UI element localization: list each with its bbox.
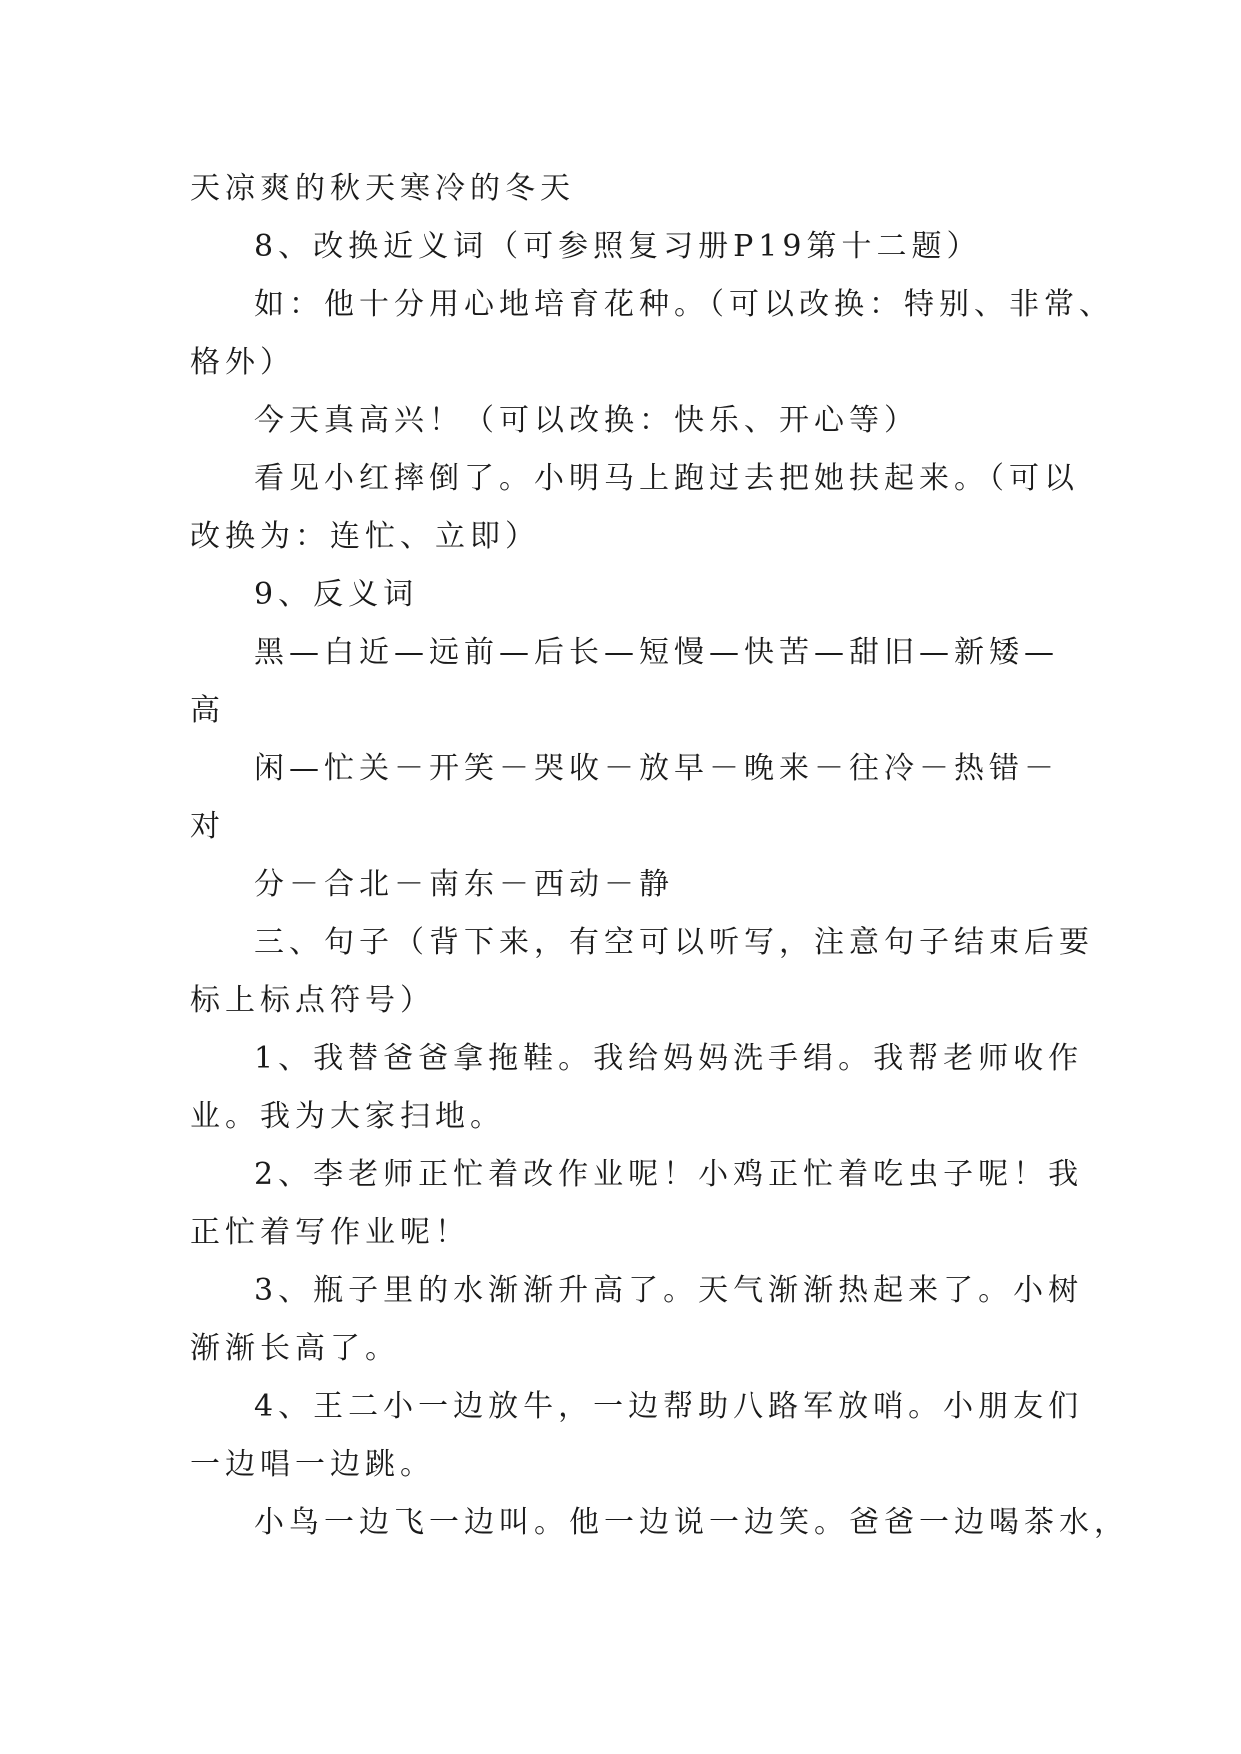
text-line-13: 分－合北－南东－西动－静: [254, 867, 674, 902]
text-line-18: 2、李老师正忙着改作业呢！小鸡正忙着吃虫子呢！我: [254, 1157, 1084, 1192]
text-line-20: 3、瓶子里的水渐渐升高了。天气渐渐热起来了。小树: [254, 1273, 1084, 1308]
text-line-24: 小鸟一边飞一边叫。他一边说一边笑。爸爸一边喝茶水，: [254, 1505, 1129, 1540]
text-line-2: 8、改换近义词（可参照复习册P19第十二题）: [254, 229, 982, 264]
text-line-6: 看见小红摔倒了。小明马上跑过去把她扶起来。（可以: [254, 461, 1079, 496]
text-line-12: 对: [190, 809, 225, 844]
text-line-15: 标上标点符号）: [190, 983, 435, 1018]
text-line-19: 正忙着写作业呢！: [190, 1215, 470, 1250]
text-line-22: 4、王二小一边放牛，一边帮助八路军放哨。小朋友们: [254, 1389, 1084, 1424]
text-line-17: 业。我为大家扫地。: [190, 1099, 505, 1134]
text-line-7: 改换为：连忙、立即）: [190, 519, 540, 554]
text-line-16: 1、我替爸爸拿拖鞋。我给妈妈洗手绢。我帮老师收作: [254, 1041, 1084, 1076]
text-line-5: 今天真高兴！（可以改换：快乐、开心等）: [254, 403, 919, 438]
text-line-1: 天凉爽的秋天寒冷的冬天: [190, 171, 575, 206]
text-line-4: 格外）: [190, 345, 295, 380]
text-line-3: 如：他十分用心地培育花种。（可以改换：特别、非常、: [254, 287, 1114, 322]
text-line-9: 黑—白近—远前—后长—短慢—快苦—甜旧—新矮—: [254, 635, 1059, 670]
text-line-21: 渐渐长高了。: [190, 1331, 400, 1366]
text-line-10: 高: [190, 693, 225, 728]
text-line-23: 一边唱一边跳。: [190, 1447, 435, 1482]
text-line-8: 9、反义词: [254, 577, 419, 612]
text-line-14: 三、句子（背下来，有空可以听写，注意句子结束后要: [254, 925, 1094, 960]
text-line-11: 闲—忙关－开笑－哭收－放早－晚来－往冷－热错－: [254, 751, 1059, 786]
document-body: [190, 160, 1129, 1552]
